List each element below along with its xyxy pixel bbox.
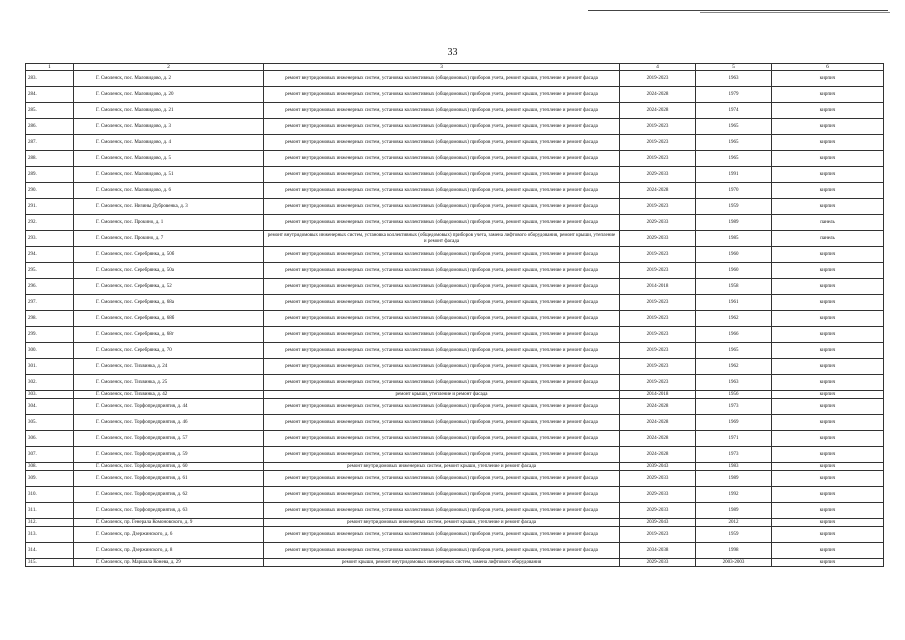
period-cell: 2019-2023 (620, 247, 696, 263)
header-cell: 2 (74, 64, 264, 71)
material-cell: кирпич (772, 71, 884, 87)
material-cell: кирпич (772, 167, 884, 183)
period-cell: 2024-2028 (620, 431, 696, 447)
period-cell: 2014-2018 (620, 279, 696, 295)
table-row (26, 183, 884, 199)
row-number: 289. (26, 167, 74, 183)
row-number: 291. (26, 199, 74, 215)
period-cell: 2034-2038 (620, 543, 696, 559)
year-cell: 2012 (696, 519, 772, 527)
address-cell: Г. Смоленск, пос. Маловидово, д. 6 (74, 183, 264, 199)
header-cell: 6 (772, 64, 884, 71)
period-cell: 2019-2023 (620, 151, 696, 167)
row-number: 287. (26, 135, 74, 151)
work-cell: ремонт внутридомовых инженерных систем, установка коллективных (общедомовых) приборов учета, ремонт крыши, утепление и ремонт фасада (264, 183, 620, 199)
work-cell: ремонт внутридомовых инженерных систем, установка коллективных (общедомовых) приборов учета, ремонт крыши, утепление и ремонт фасада (264, 375, 620, 391)
address-cell: Г. Смоленск, пос. Тихвинка, д. 42 (74, 391, 264, 399)
year-cell: 1989 (696, 215, 772, 231)
work-cell: ремонт внутридомовых инженерных систем, установка коллективных (общедомовых) приборов учета, ремонт крыши, утепление и ремонт фасада (264, 447, 620, 463)
period-cell: 2019-2023 (620, 311, 696, 327)
work-cell: ремонт крыши, утепление и ремонт фасада (264, 391, 620, 399)
material-cell: кирпич (772, 135, 884, 151)
material-cell: кирпич (772, 263, 884, 279)
work-cell: ремонт внутридомовых инженерных систем, установка коллективных (общедомовых) приборов учета, ремонт крыши, утепление и ремонт фасада (264, 167, 620, 183)
material-cell: кирпич (772, 519, 884, 527)
work-cell: ремонт внутридомовых инженерных систем, установка коллективных (общедомовых) приборов учета, ремонт крыши, утепление и ремонт фасада (264, 503, 620, 519)
year-cell: 1969 (696, 415, 772, 431)
period-cell: 2019-2023 (620, 343, 696, 359)
row-number: 313. (26, 527, 74, 543)
address-cell: Г. Смоленск, пос. Маловидово, д. 2 (74, 71, 264, 87)
year-cell: 1961 (696, 295, 772, 311)
period-cell: 2024-2028 (620, 447, 696, 463)
top-rule (588, 10, 888, 11)
year-cell: 1959 (696, 199, 772, 215)
year-cell: 1960 (696, 263, 772, 279)
material-cell: кирпич (772, 327, 884, 343)
table-row (26, 199, 884, 215)
year-cell: 1962 (696, 359, 772, 375)
row-number: 284. (26, 87, 74, 103)
table-row (26, 279, 884, 295)
year-cell: 1960 (696, 247, 772, 263)
year-cell: 1970 (696, 183, 772, 199)
period-cell: 2024-2028 (620, 399, 696, 415)
period-cell: 2039-2043 (620, 463, 696, 471)
year-cell: 1965 (696, 343, 772, 359)
work-cell: ремонт внутридомовых инженерных систем, установка коллективных (общедомовых) приборов учета, ремонт крыши, утепление и ремонт фасада (264, 87, 620, 103)
period-cell: 2029-2033 (620, 167, 696, 183)
work-cell: ремонт внутридомовых инженерных систем, установка коллективных (общедомовых) приборов учета, ремонт крыши, утепление и ремонт фасада (264, 327, 620, 343)
header-cell: 1 (26, 64, 74, 71)
material-cell: кирпич (772, 119, 884, 135)
work-cell: ремонт внутридомовых инженерных систем, установка коллективных (общедомовых) приборов учета, ремонт крыши, утепление и ремонт фасада (264, 399, 620, 415)
year-cell: 1979 (696, 87, 772, 103)
address-cell: Г. Смоленск, пос. Серебрянка, д. 50б (74, 247, 264, 263)
work-cell: ремонт внутридомовых инженерных систем, установка коллективных (общедомовых) приборов учета, ремонт крыши, утепление и ремонт фасада (264, 103, 620, 119)
table-header-row (26, 64, 884, 71)
table-row (26, 487, 884, 503)
work-cell: ремонт внутридомовых инженерных систем, установка коллективных (общедомовых) приборов учета, ремонт крыши, утепление и ремонт фасада (264, 151, 620, 167)
row-number: 312. (26, 519, 74, 527)
row-number: 306. (26, 431, 74, 447)
work-cell: ремонт внутридомовых инженерных систем, установка коллективных (общедомовых) приборов учета, ремонт крыши, утепление и ремонт фасада (264, 415, 620, 431)
material-cell: кирпич (772, 431, 884, 447)
material-cell: кирпич (772, 247, 884, 263)
material-cell: кирпич (772, 559, 884, 567)
address-cell: Г. Смоленск, пос. Серебрянка, д. 68б (74, 311, 264, 327)
year-cell: 1963 (696, 71, 772, 87)
table-row (26, 327, 884, 343)
period-cell: 2029-2033 (620, 559, 696, 567)
material-cell: кирпич (772, 375, 884, 391)
address-cell: Г. Смоленск, пос. Маловидово, д. 3 (74, 119, 264, 135)
period-cell: 2024-2028 (620, 183, 696, 199)
table-row (26, 391, 884, 399)
material-cell: кирпич (772, 503, 884, 519)
row-number: 301. (26, 359, 74, 375)
table-row (26, 295, 884, 311)
work-cell: ремонт внутридомовых инженерных систем, установка коллективных (общедомовых) приборов учета, ремонт крыши, утепление и ремонт фасада (264, 247, 620, 263)
row-number: 304. (26, 399, 74, 415)
year-cell: 1958 (696, 279, 772, 295)
period-cell: 2019-2023 (620, 135, 696, 151)
material-cell: кирпич (772, 295, 884, 311)
year-cell: 1971 (696, 431, 772, 447)
address-cell: Г. Смоленск, пос. Тихвинка, д. 25 (74, 375, 264, 391)
material-cell: кирпич (772, 343, 884, 359)
row-number: 302. (26, 375, 74, 391)
material-cell: кирпич (772, 103, 884, 119)
work-cell: ремонт крыши, ремонт внутридомовых инженерных систем, замена лифтового оборудования (264, 559, 620, 567)
work-cell: ремонт внутридомовых инженерных систем, установка коллективных (общедомовых) приборов учета, ремонт крыши, утепление и ремонт фасада (264, 71, 620, 87)
row-number: 303. (26, 391, 74, 399)
year-cell: 1965 (696, 135, 772, 151)
year-cell: 1989 (696, 503, 772, 519)
work-cell: ремонт внутридомовых инженерных систем, ремонт крыши, утепление и ремонт фасада (264, 463, 620, 471)
header-cell: 5 (696, 64, 772, 71)
address-cell: Г. Смоленск, пос. Тихвинка, д. 24 (74, 359, 264, 375)
address-cell: Г. Смоленск, пос. Прокино, д. 7 (74, 231, 264, 247)
row-number: 283. (26, 71, 74, 87)
row-number: 299. (26, 327, 74, 343)
period-cell: 2019-2023 (620, 359, 696, 375)
row-number: 292. (26, 215, 74, 231)
period-cell: 2024-2028 (620, 103, 696, 119)
period-cell: 2019-2023 (620, 327, 696, 343)
period-cell: 2019-2023 (620, 71, 696, 87)
work-cell: ремонт внутридомовых инженерных систем, установка коллективных (общедомовых) приборов учета, ремонт крыши, утепление и ремонт фасада (264, 359, 620, 375)
row-number: 305. (26, 415, 74, 431)
row-number: 298. (26, 311, 74, 327)
page-number: 33 (447, 47, 458, 58)
address-cell: Г. Смоленск, пос. Маловидово, д. 4 (74, 135, 264, 151)
period-cell: 2019-2023 (620, 199, 696, 215)
table-row (26, 215, 884, 231)
table-row (26, 519, 884, 527)
header-cell: 3 (264, 64, 620, 71)
material-cell: кирпич (772, 463, 884, 471)
row-number: 296. (26, 279, 74, 295)
row-number: 300. (26, 343, 74, 359)
row-number: 315. (26, 559, 74, 567)
address-cell: Г. Смоленск, пос. Серебрянка, д. 52 (74, 279, 264, 295)
material-cell: кирпич (772, 183, 884, 199)
row-number: 307. (26, 447, 74, 463)
work-cell: ремонт внутридомовых инженерных систем, ремонт крыши, утепление и ремонт фасада (264, 519, 620, 527)
year-cell: 1959 (696, 527, 772, 543)
work-cell: ремонт внутридомовых инженерных систем, установка коллективных (общедомовых) приборов учета, ремонт крыши, утепление и ремонт фасада (264, 471, 620, 487)
work-cell: ремонт внутридомовых инженерных систем, установка коллективных (общедомовых) приборов учета, ремонт крыши, утепление и ремонт фасада (264, 295, 620, 311)
work-cell: ремонт внутридомовых инженерных систем, установка коллективных (общедомовых) приборов учета, ремонт крыши, утепление и ремонт фасада (264, 343, 620, 359)
work-cell: ремонт внутридомовых инженерных систем, установка коллективных (общедомовых) приборов учета, ремонт крыши, утепление и ремонт фасада (264, 263, 620, 279)
row-number: 310. (26, 487, 74, 503)
year-cell: 1983 (696, 463, 772, 471)
address-cell: Г. Смоленск, пос. Прокино, д. 1 (74, 215, 264, 231)
year-cell: 1965 (696, 119, 772, 135)
year-cell: 1963 (696, 375, 772, 391)
repair-schedule-table (25, 63, 884, 567)
address-cell: Г. Смоленск, пос. Низины Дубровенка, д. 3 (74, 199, 264, 215)
table-row (26, 119, 884, 135)
work-cell: ремонт внутридомовых инженерных систем, установка коллективных (общедомовых) приборов учета, ремонт крыши, утепление и ремонт фасада (264, 215, 620, 231)
address-cell: Г. Смоленск, пос. Маловидово, д. 21 (74, 103, 264, 119)
address-cell: Г. Смоленск, пос. Торфопредприятия, д. 62 (74, 487, 264, 503)
address-cell: Г. Смоленск, пос. Серебрянка, д. 50а (74, 263, 264, 279)
address-cell: Г. Смоленск, пр. Маршала Конева, д. 29 (74, 559, 264, 567)
table-row (26, 359, 884, 375)
table-row (26, 247, 884, 263)
table-row (26, 527, 884, 543)
period-cell: 2029-2033 (620, 231, 696, 247)
table-row (26, 263, 884, 279)
work-cell: ремонт внутридомовых инженерных систем, установка коллективных (общедомовых) приборов учета, ремонт крыши, утепление и ремонт фасада (264, 487, 620, 503)
address-cell: Г. Смоленск, пос. Маловидово, д. 20 (74, 87, 264, 103)
row-number: 311. (26, 503, 74, 519)
period-cell: 2019-2023 (620, 295, 696, 311)
address-cell: Г. Смоленск, пос. Серебрянка, д. 68г (74, 327, 264, 343)
year-cell: 1985 (696, 231, 772, 247)
table-row (26, 151, 884, 167)
year-cell: 1973 (696, 447, 772, 463)
table-row (26, 375, 884, 391)
work-cell: ремонт внутридомовых инженерных систем, установка коллективных (общедомовых) приборов учета, ремонт крыши, утепление и ремонт фасада (264, 135, 620, 151)
row-number: 314. (26, 543, 74, 559)
work-cell: ремонт внутридомовых инженерных систем, установка коллективных (общедомовых) приборов учета, ремонт крыши, утепление и ремонт фасада (264, 279, 620, 295)
material-cell: кирпич (772, 279, 884, 295)
address-cell: Г. Смоленск, пр. Генерала Комоновского, д. 9 (74, 519, 264, 527)
material-cell: кирпич (772, 527, 884, 543)
year-cell: 2003-2003 (696, 559, 772, 567)
table-row (26, 559, 884, 567)
row-number: 297. (26, 295, 74, 311)
row-number: 288. (26, 151, 74, 167)
year-cell: 1991 (696, 167, 772, 183)
table-row (26, 399, 884, 415)
year-cell: 1989 (696, 471, 772, 487)
top-rule-secondary (700, 12, 890, 13)
period-cell: 2029-2033 (620, 471, 696, 487)
table-row (26, 71, 884, 87)
period-cell: 2024-2028 (620, 415, 696, 431)
material-cell: кирпич (772, 543, 884, 559)
period-cell: 2024-2028 (620, 87, 696, 103)
row-number: 286. (26, 119, 74, 135)
material-cell: кирпич (772, 391, 884, 399)
material-cell: кирпич (772, 399, 884, 415)
material-cell: кирпич (772, 87, 884, 103)
period-cell: 2019-2023 (620, 527, 696, 543)
row-number: 308. (26, 463, 74, 471)
row-number: 293. (26, 231, 74, 247)
period-cell: 2039-2043 (620, 519, 696, 527)
address-cell: Г. Смоленск, пос. Серебрянка, д. 68а (74, 295, 264, 311)
address-cell: Г. Смоленск, пос. Маловидово, д. 51 (74, 167, 264, 183)
year-cell: 1966 (696, 327, 772, 343)
material-cell: кирпич (772, 447, 884, 463)
address-cell: Г. Смоленск, пр. Дзержинского, д. 8 (74, 543, 264, 559)
address-cell: Г. Смоленск, пос. Торфопредприятия, д. 44 (74, 399, 264, 415)
material-cell: панель (772, 231, 884, 247)
period-cell: 2019-2023 (620, 375, 696, 391)
period-cell: 2014-2018 (620, 391, 696, 399)
work-cell: ремонт внутридомовых инженерных систем, установка коллективных (общедомовых) приборов учета, замена лифтового оборудования, ремонт крыши, утепление и ремонт фасада (264, 231, 620, 247)
address-cell: Г. Смоленск, пос. Торфопредприятия, д. 63 (74, 503, 264, 519)
work-cell: ремонт внутридомовых инженерных систем, установка коллективных (общедомовых) приборов учета, ремонт крыши, утепление и ремонт фасада (264, 543, 620, 559)
table-row (26, 463, 884, 471)
address-cell: Г. Смоленск, пос. Торфопредприятия, д. 61 (74, 471, 264, 487)
material-cell: кирпич (772, 471, 884, 487)
period-cell: 2029-2033 (620, 503, 696, 519)
table-row (26, 343, 884, 359)
table-row (26, 415, 884, 431)
work-cell: ремонт внутридомовых инженерных систем, установка коллективных (общедомовых) приборов учета, ремонт крыши, утепление и ремонт фасада (264, 119, 620, 135)
period-cell: 2019-2023 (620, 263, 696, 279)
material-cell: кирпич (772, 487, 884, 503)
table-row (26, 503, 884, 519)
year-cell: 1998 (696, 543, 772, 559)
material-cell: кирпич (772, 359, 884, 375)
table-row (26, 231, 884, 247)
table-row (26, 471, 884, 487)
table-row (26, 103, 884, 119)
year-cell: 1973 (696, 399, 772, 415)
address-cell: Г. Смоленск, пос. Торфопредприятия, д. 60 (74, 463, 264, 471)
table-row (26, 87, 884, 103)
work-cell: ремонт внутридомовых инженерных систем, установка коллективных (общедомовых) приборов учета, ремонт крыши, утепление и ремонт фасада (264, 431, 620, 447)
year-cell: 1965 (696, 151, 772, 167)
header-cell: 4 (620, 64, 696, 71)
row-number: 295. (26, 263, 74, 279)
year-cell: 1956 (696, 391, 772, 399)
work-cell: ремонт внутридомовых инженерных систем, установка коллективных (общедомовых) приборов учета, ремонт крыши, утепление и ремонт фасада (264, 311, 620, 327)
table-row (26, 543, 884, 559)
table-row (26, 311, 884, 327)
year-cell: 1962 (696, 311, 772, 327)
material-cell: кирпич (772, 311, 884, 327)
address-cell: Г. Смоленск, пос. Маловидово, д. 5 (74, 151, 264, 167)
table-row (26, 447, 884, 463)
year-cell: 1974 (696, 103, 772, 119)
material-cell: кирпич (772, 199, 884, 215)
row-number: 290. (26, 183, 74, 199)
table-row (26, 431, 884, 447)
material-cell: кирпич (772, 151, 884, 167)
period-cell: 2019-2023 (620, 119, 696, 135)
table-row (26, 135, 884, 151)
material-cell: кирпич (772, 415, 884, 431)
address-cell: Г. Смоленск, пос. Торфопредприятия, д. 46 (74, 415, 264, 431)
material-cell: панель (772, 215, 884, 231)
period-cell: 2029-2033 (620, 487, 696, 503)
period-cell: 2029-2033 (620, 215, 696, 231)
year-cell: 1992 (696, 487, 772, 503)
address-cell: Г. Смоленск, пос. Торфопредприятия, д. 57 (74, 431, 264, 447)
table-row (26, 167, 884, 183)
work-cell: ремонт внутридомовых инженерных систем, установка коллективных (общедомовых) приборов учета, ремонт крыши, утепление и ремонт фасада (264, 199, 620, 215)
address-cell: Г. Смоленск, пос. Торфопредприятия, д. 59 (74, 447, 264, 463)
row-number: 309. (26, 471, 74, 487)
row-number: 285. (26, 103, 74, 119)
address-cell: Г. Смоленск, пр. Дзержинского, д. 6 (74, 527, 264, 543)
address-cell: Г. Смоленск, пос. Серебрянка, д. 70 (74, 343, 264, 359)
row-number: 294. (26, 247, 74, 263)
work-cell: ремонт внутридомовых инженерных систем, установка коллективных (общедомовых) приборов учета, ремонт крыши, утепление и ремонт фасада (264, 527, 620, 543)
